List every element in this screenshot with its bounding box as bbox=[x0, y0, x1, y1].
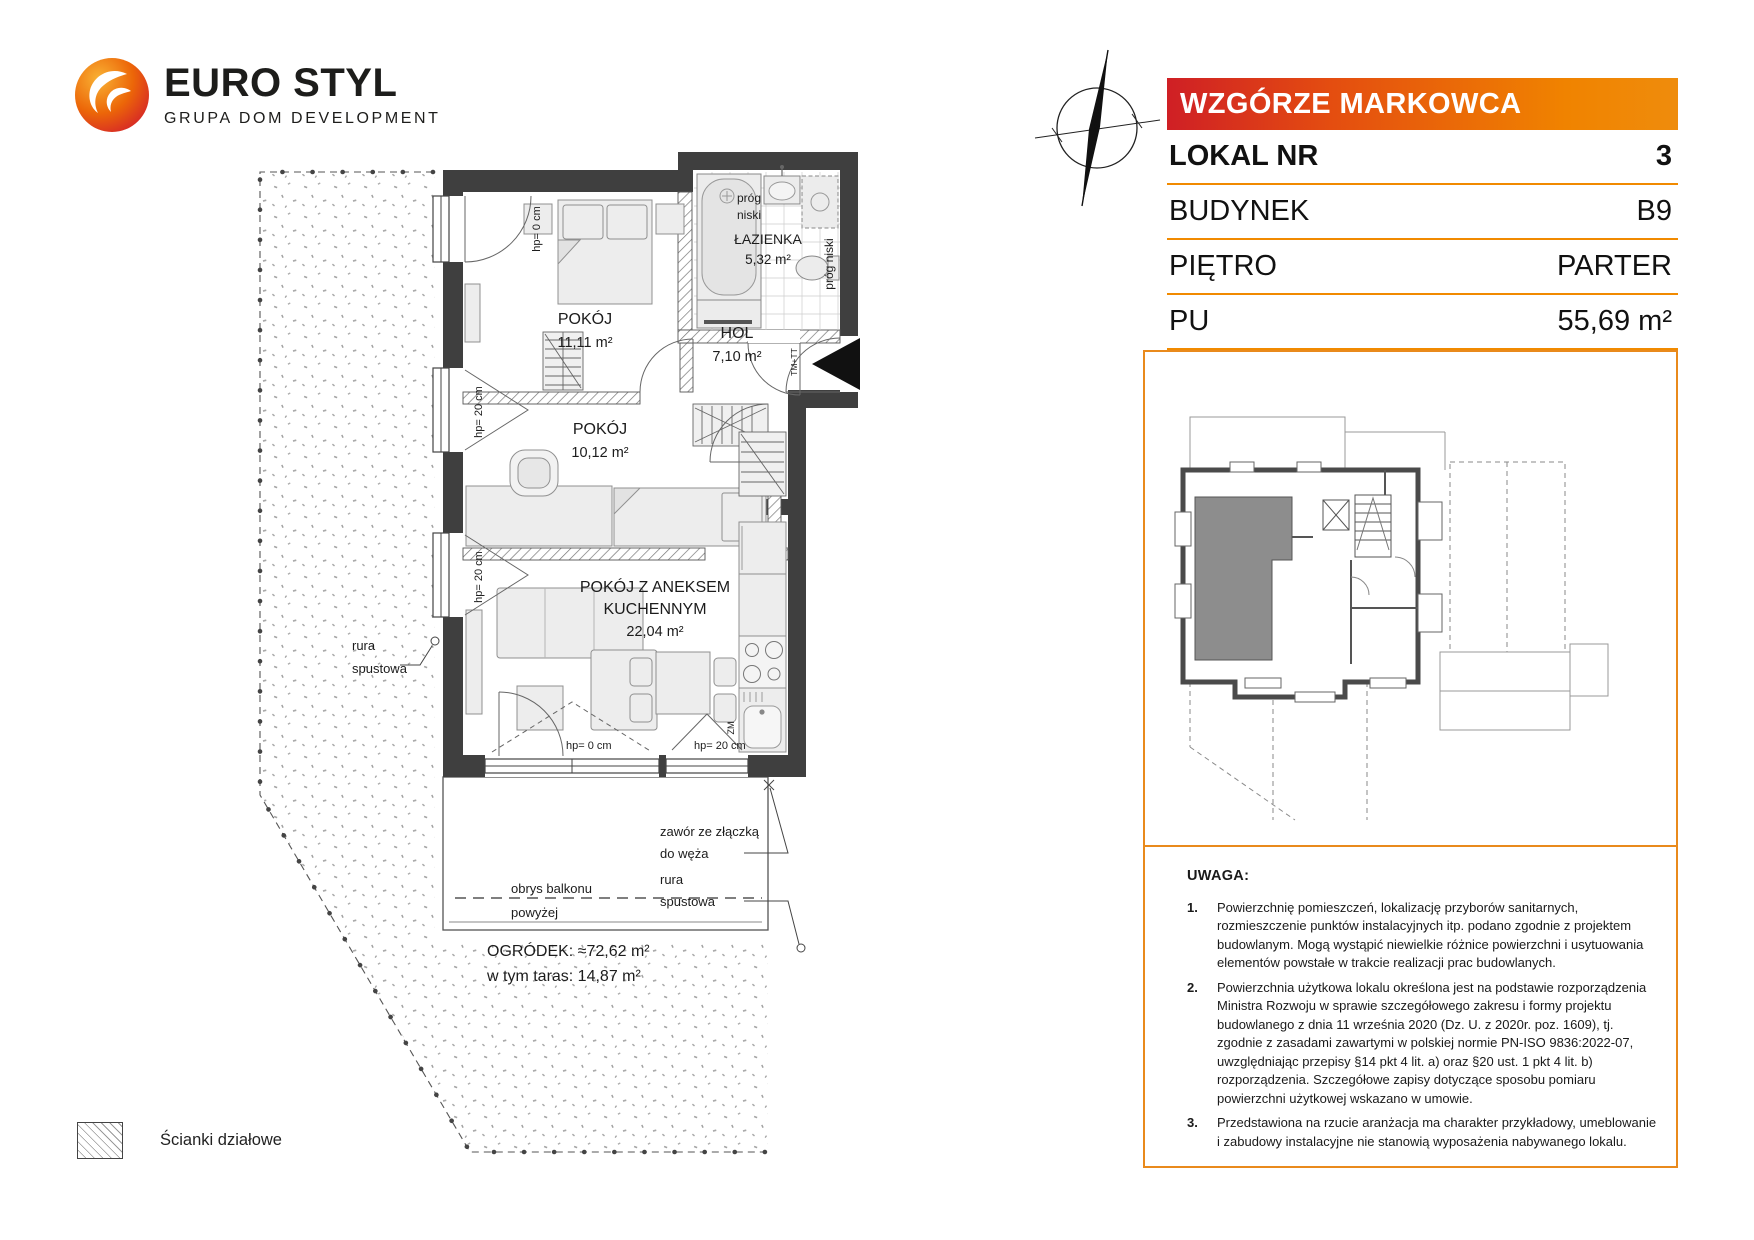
bath-area: 5,32 m² bbox=[745, 252, 791, 267]
note-number: 3. bbox=[1187, 1115, 1198, 1130]
table-row-lokal bbox=[1167, 130, 1678, 185]
row-label: PIĘTRO bbox=[1169, 250, 1277, 282]
kitchen-units bbox=[739, 432, 786, 752]
note-item bbox=[1187, 899, 1660, 973]
panel-box bbox=[1143, 350, 1678, 1168]
balcony-outline-label-1: obrys balkonu bbox=[511, 881, 592, 896]
balcony-outline-label-2: powyżej bbox=[511, 905, 558, 920]
unit-info-table bbox=[1167, 130, 1678, 350]
row-value: 3 bbox=[1655, 140, 1672, 172]
valve-label-b: do węża bbox=[660, 846, 709, 861]
bathroom-sink bbox=[764, 165, 800, 204]
kitchen-wardrobe bbox=[739, 432, 786, 496]
notes-title: UWAGA: bbox=[1187, 868, 1250, 884]
bathroom-fixtures bbox=[694, 165, 840, 330]
dresser bbox=[465, 284, 480, 342]
living-name: POKÓJ Z ANEKSEM bbox=[579, 579, 731, 596]
threshold-label-a: próg bbox=[737, 191, 762, 205]
note-number: 1. bbox=[1187, 899, 1198, 915]
tv-bench bbox=[466, 610, 482, 714]
hall-area: 7,10 m² bbox=[712, 349, 762, 365]
bathroom-cabinet bbox=[697, 300, 761, 328]
project-title: WZGÓRZE MARKOWCA bbox=[1180, 87, 1522, 120]
chair bbox=[630, 658, 652, 686]
note-item bbox=[1187, 979, 1660, 1109]
stove bbox=[739, 636, 786, 688]
terrace bbox=[443, 777, 768, 930]
living-name-2: KUCHENNYM bbox=[603, 601, 707, 618]
row-value: PARTER bbox=[1557, 250, 1672, 282]
sofa bbox=[497, 588, 643, 658]
note-number: 2. bbox=[1187, 979, 1198, 995]
note-text: Powierzchnię pomieszczeń, lokalizację przyborów sanitarnych, rozmieszczenie punktów instalacyjnych itp. podano zgodnie z projektem budowlanym. Mogą wystąpić niewielkie różnice powierzchni i usytuowania elementów powstałe w trakcie realizacji prac budowlanych. bbox=[1217, 899, 1644, 970]
compass-icon bbox=[1030, 42, 1170, 212]
project-title-bar bbox=[1167, 78, 1678, 130]
legend bbox=[77, 1122, 282, 1159]
dishwasher-label: ZM bbox=[726, 721, 736, 735]
hall-name: HOL bbox=[720, 325, 754, 342]
downpipe-label-2b: spustowa bbox=[660, 894, 715, 909]
hp20-label-window3: hp= 20 cm bbox=[473, 551, 485, 603]
legend-label: Ścianki działowe bbox=[160, 1131, 282, 1149]
table-row-pu bbox=[1167, 295, 1678, 350]
hp0-label-door: hp= 0 cm bbox=[531, 206, 543, 252]
row-value: 55,69 m² bbox=[1557, 305, 1672, 337]
kitchen-counter bbox=[739, 574, 786, 636]
row-label: LOKAL NR bbox=[1169, 140, 1319, 172]
downpipe-label-1a: rura bbox=[352, 638, 376, 653]
notes-section bbox=[1145, 847, 1676, 1166]
hp20-label-window2: hp= 20 cm bbox=[473, 386, 485, 438]
note-item bbox=[1187, 1114, 1660, 1151]
building-overview bbox=[1145, 352, 1676, 847]
logo-subtitle: GRUPA DOM DEVELOPMENT bbox=[164, 109, 441, 127]
chair bbox=[630, 694, 652, 722]
room2-area: 10,12 m² bbox=[571, 445, 629, 461]
nightstand bbox=[656, 204, 684, 234]
kitchen-sink bbox=[739, 688, 786, 752]
bathroom-door-opening bbox=[748, 330, 800, 343]
row-value: B9 bbox=[1636, 195, 1672, 227]
fridge bbox=[739, 522, 786, 574]
valve-label-a: zawór ze złączką bbox=[660, 824, 759, 839]
meter-label: TM+TT bbox=[789, 348, 799, 376]
row-label: BUDYNEK bbox=[1169, 195, 1310, 227]
partition-wall-swatch-icon bbox=[77, 1122, 123, 1159]
threshold-label-vertical: próg niski bbox=[822, 238, 836, 290]
living-area: 22,04 m² bbox=[626, 624, 684, 640]
threshold-label-b: niski bbox=[737, 208, 762, 222]
hp20-label-bottom: hp= 20 cm bbox=[694, 740, 746, 752]
chair bbox=[714, 658, 736, 686]
room2-furniture bbox=[466, 450, 766, 546]
garden-area-label: OGRÓDEK: ≈72,62 m² bbox=[487, 943, 650, 960]
building-overview-plan bbox=[1145, 352, 1676, 843]
entrance-arrow-icon bbox=[812, 338, 860, 390]
note-text: Przedstawiona na rzucie aranżacja ma charakter przykładowy, umeblowanie i zabudowy instalacyjne nie stanowią wyposażenia nabywanego lokalu. bbox=[1217, 1115, 1657, 1149]
coffee-table bbox=[517, 686, 563, 730]
hp0-label-bottom: hp= 0 cm bbox=[566, 740, 612, 752]
table-row-pietro bbox=[1167, 240, 1678, 295]
note-text: Powierzchnia użytkowa lokalu określona jest na podstawie rozporządzenia Ministra Rozwoju w sprawie szczegółowego zakresu i formy projektu budowlanego z dnia 11 września 2020 (Dz. U. z 2020r. poz. 1609), tj. zgodnie z zasadami zawartymi w polskiej normie PN-ISO 9836:2022-07, uwzględniając przepisy §14 pkt 4 lit. a) oraz §20 ust. 1 pkt 4 lit. b) rozporządzenia. Szczegółowe zapisy dotyczące sposobu pomiaru powierzchni użytkowej wskazano w umowie. bbox=[1217, 979, 1647, 1106]
logo-title: EURO STYL bbox=[164, 60, 398, 105]
downpipe-label-1b: spustowa bbox=[352, 661, 407, 676]
dining-table bbox=[656, 652, 710, 714]
downpipe-label-2a: rura bbox=[660, 872, 684, 887]
terrace-outlines bbox=[1440, 644, 1608, 730]
row-label: PU bbox=[1169, 305, 1210, 337]
bath-name: ŁAZIENKA bbox=[734, 231, 802, 247]
washing-machine bbox=[802, 176, 838, 228]
table-row-budynek bbox=[1167, 185, 1678, 240]
bedroom-name: POKÓJ bbox=[557, 311, 613, 328]
bedroom-area: 11,11 m² bbox=[557, 335, 613, 351]
chair bbox=[714, 694, 736, 722]
garden-terrace-label: w tym taras: 14,87 m² bbox=[487, 968, 641, 985]
room2-name: POKÓJ bbox=[572, 421, 628, 438]
